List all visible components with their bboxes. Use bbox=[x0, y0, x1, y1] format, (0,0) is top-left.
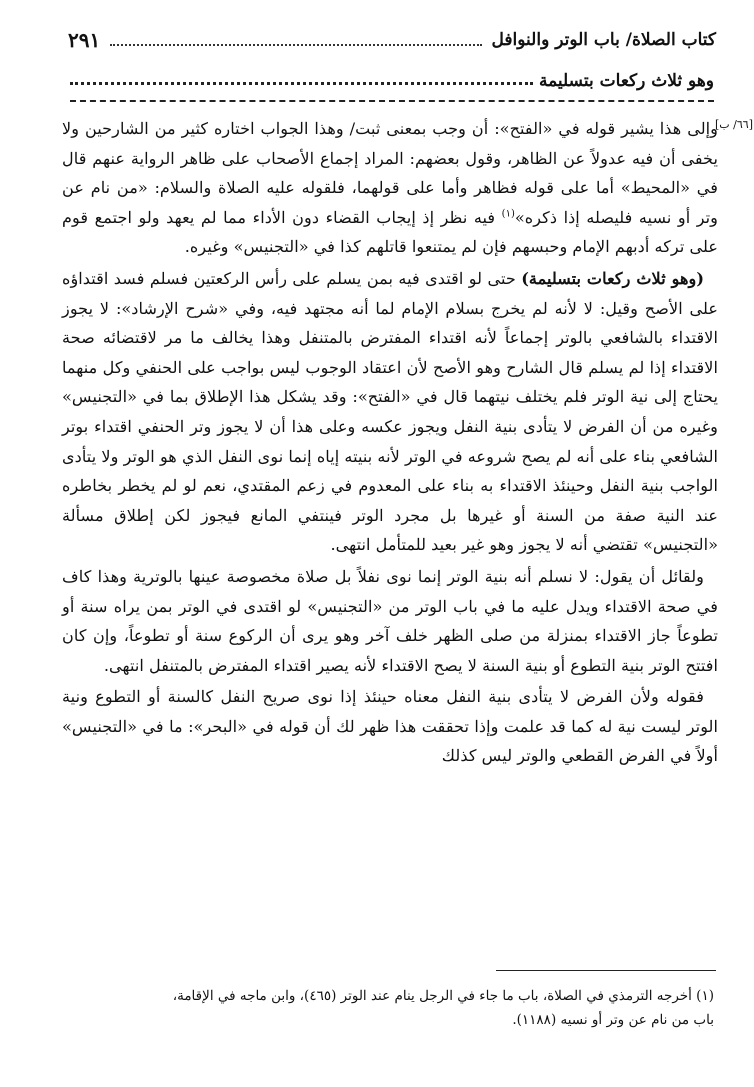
matn-dotted-leader bbox=[70, 81, 533, 85]
paragraph-3: ولقائل أن يقول: لا نسلم أنه بنية الوتر إنما نوى نفلاً بل صلاة مخصوصة عينها بالوترية وهذا كاف في صحة الاقتداء ويدل عليه ما في باب الوتر من «التجنيس» لو اقتدى في الوتر بمن يراه سنة أو تطوعاً جاز الاقتداء بمنزلة من صلى الظهر خلف آخر وهو يرى أن الركوع سنة أو تطوعاً، وإن كان افتتح الوتر بنية التطوع أو بنية السنة لا يصح الاقتداء لأنه يصير اقتداء المفترض بالمتنفل انتهى. bbox=[62, 566, 718, 675]
matn-heading-line bbox=[70, 64, 714, 98]
page-header bbox=[68, 22, 716, 58]
running-title: كتاب الصلاة/ باب الوتر والنوافل bbox=[491, 30, 716, 50]
manuscript-folio-marker: [٦٦/ ب] bbox=[715, 118, 753, 131]
footnote-1-line-1: (١) أخرجه الترمذي في الصلاة، باب ما جاء في الرجل ينام عند الوتر (٤٦٥)، وابن ماجه في الإقامة، bbox=[172, 988, 714, 1004]
page-number: ٢٩١ bbox=[68, 28, 101, 52]
footnote-1-line-2: باب من نام عن وتر أو نسيه (١١٨٨). bbox=[512, 1012, 714, 1028]
paragraph-1 bbox=[62, 114, 718, 262]
paragraph-1-text: وإلى هذا يشير قوله في «الفتح»: أن وجب بمعنى ثبت/ وهذا الجواب اختاره كثير من الشارحين ولا يخفى أن فيه عدولاً عن الظاهر، وقول بعضهم: المراد إجماع الأصحاب على ظاهر الرواية عنهم قال في «المحيط» أما على قوله فظاهر وأما على قولهما، فلقوله عليه الصلاة والسلام: «من نام عن وتر أو نسيه فليصله إذا ذكره» bbox=[62, 119, 718, 227]
matn-separator bbox=[70, 100, 714, 102]
commentary-body bbox=[62, 114, 718, 771]
paragraph-1-continuation: فيه نظر إذ إيجاب القضاء دون الأداء مما لم يعهد ولو اجتمع قوم على تركه أدبهم الإمام وحبسهم فإن لم يمتنعوا قاتلهم كذا في «التجنيس» وغيره. bbox=[62, 207, 718, 257]
paragraph-2 bbox=[62, 264, 718, 560]
footnotes bbox=[70, 984, 714, 1032]
paragraph-2-text: حتى لو اقتدى فيه بمن يسلم على رأس الركعتين فسلم فسد اقتداؤه على الأصح وقيل: لا لأنه لم يخرج بسلام الإمام لما أنه مجتهد فيه، وفي «شرح الإرشاد»: لا يجوز الاقتداء بالشافعي بالوتر إجماعاً لأنه اقتداء المفترض بالمتنفل وهذا يخالف ما مر لاقتضائه صحة الاقتداء إذا لم يسلم قال الشارح وهو الأصح لأن اعتقاد الوجوب ليس بواجب على الحنفي وكل منهما يحتاج إلى نية الوتر فلم يختلف نيتهما قال في «الفتح»: وقد يشكل هذا الإطلاق بما في «التجنيس» وغيره من أن الفرض لا يتأدى بنية النفل ويجوز عكسه وعلى هذا أن لا يجوز وتر الحنفي اقتداء بوتر الشافعي بناء على أنه لم يصح شروعه في الوتر لأنه بنيته إياه إنما نوى النفل الذي هو الوتر ولا يتأدى الواجب بنية النفل وحينئذ الاقتداء به بناء على المعدوم في زعم المقتدي، نعم لو لم يخطر بخاطره عند النية صفة من السنة أو غيرها بل مجرد الوتر فينتفي المانع فيجوز لكن إطلاق مسألة «التجنيس» تقتضي أنه لا يجوز وهو غير بعيد للمتأمل انتهى. bbox=[62, 268, 718, 555]
matn-quote: (وهو ثلاث ركعات بتسليمة) bbox=[521, 268, 704, 288]
footnote-separator bbox=[496, 970, 716, 971]
matn-heading: وهو ثلاث ركعات بتسليمة bbox=[538, 71, 714, 91]
header-dotted-leader bbox=[110, 43, 481, 46]
paragraph-4: فقوله ولأن الفرض لا يتأدى بنية النفل معناه حينئذ إذا نوى صريح النفل كالسنة أو التطوع ونية الوتر ليست نية له كما قد علمت وإذا تحققت هذا ظهر لك أن قوله في «البحر»: ما في «التجنيس» أولاً في الفرض القطعي والوتر ليس كذلك bbox=[62, 687, 718, 766]
footnote-ref-1: (١) bbox=[501, 208, 515, 220]
